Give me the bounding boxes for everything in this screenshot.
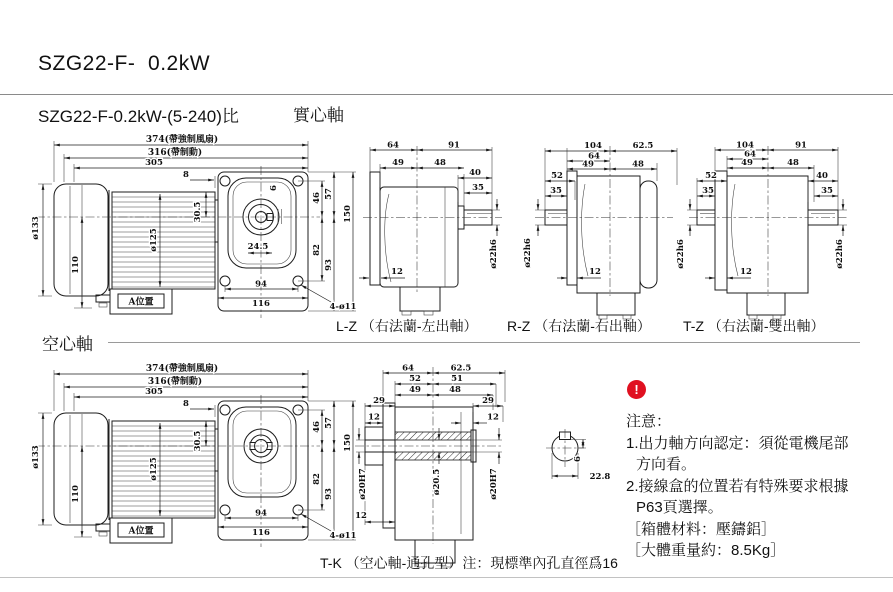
dim-82: 82 (312, 473, 322, 485)
dim-316: 316(帶制動) (147, 148, 203, 158)
dim-51: 51 (451, 374, 463, 384)
dim-52: 52 (551, 171, 563, 181)
hollow-shaft-section-label: 空心軸 (42, 335, 93, 354)
dim-49: 49 (392, 158, 404, 168)
centerlines (535, 146, 673, 296)
notes-line-3: 2.接線盒的位置若有特殊要求根據 (626, 477, 849, 495)
dim-12-left: 12 (368, 412, 380, 423)
dim-30-5: 30.5 (193, 201, 203, 223)
dim-bolt-holes: 4-ø11 (329, 531, 357, 541)
dim-6: 6 (573, 456, 583, 462)
dim-104: 104 (736, 140, 754, 151)
dim-150: 150 (343, 434, 353, 452)
dim-24-5: 24.5 (247, 242, 269, 252)
fan-cover (54, 184, 108, 296)
dim-35: 35 (550, 186, 562, 196)
dim-40: 40 (816, 171, 828, 181)
dim-8: 8 (183, 170, 189, 180)
model-subtitle: SZG22-F-0.2kW-(5-240)比 (38, 107, 239, 126)
notes-line-4: P63頁選擇。 (636, 499, 723, 516)
header-divider (0, 94, 893, 95)
dim-bore-mid: ø20.5 (432, 468, 442, 496)
dim-316: 316(帶制動) (147, 377, 203, 387)
dim-48: 48 (787, 158, 799, 168)
notes-line-2: 方向看。 (636, 456, 697, 473)
dim-8: 8 (183, 399, 189, 409)
rz-view-label: R-Z （右法蘭-右出軸） (507, 318, 651, 334)
footer-divider (0, 577, 893, 578)
dim-116: 116 (252, 299, 270, 309)
dim-48: 48 (449, 385, 461, 395)
dim-91: 91 (795, 140, 807, 151)
side-view-solid-drawing (30, 128, 365, 320)
dim-bore-left: ø20H7 (358, 468, 368, 500)
dim-12: 12 (589, 267, 601, 277)
a-position-label: A位置 (128, 297, 154, 308)
dim-46: 46 (312, 421, 322, 433)
dim-64: 64 (744, 149, 756, 160)
dim-57: 57 (324, 417, 334, 429)
dim-91: 91 (448, 140, 460, 151)
dim-dia125: ø125 (149, 228, 159, 252)
dim-48: 48 (632, 159, 644, 170)
dim-110: 110 (71, 256, 81, 274)
dim-64: 64 (402, 363, 414, 374)
dim-shaft-dia-left: ø22h6 (676, 239, 686, 269)
dim-93: 93 (324, 259, 334, 271)
dim-48: 48 (434, 158, 446, 168)
tk-view-drawing (353, 362, 508, 570)
notes-block (626, 411, 888, 562)
dim-bore-right: ø20H7 (489, 468, 499, 500)
rz-view-drawing (505, 140, 680, 322)
dim-29-left: 29 (373, 396, 385, 406)
dim-64: 64 (588, 151, 600, 162)
dim-29-right: 29 (482, 396, 494, 406)
solid-shaft-section-label: 實心軸 (293, 106, 344, 125)
tk-view-label: T-K （空心軸-通孔型）注：現標準內孔直徑爲16 (320, 555, 618, 571)
dim-dia133: ø133 (31, 445, 41, 469)
hollow-section-divider (108, 342, 860, 343)
dim-116: 116 (252, 528, 270, 538)
gear-housing (370, 172, 492, 315)
dim-49: 49 (741, 158, 753, 168)
gear-housing (365, 403, 476, 567)
notes-title: 注意： (626, 413, 672, 430)
side-view-hollow-drawing (30, 357, 365, 549)
dim-305: 305 (145, 158, 163, 168)
dim-bolt-holes: 4-ø11 (329, 302, 357, 312)
dim-shaft-dia-right: ø22h6 (835, 239, 845, 269)
flange (218, 401, 308, 540)
dim-6: 6 (269, 185, 279, 191)
dim-22-8: 22.8 (589, 472, 611, 482)
dim-94: 94 (255, 508, 267, 519)
notes-material: ［箱體材料：壓鑄鋁］ (626, 520, 777, 538)
dim-12-right: 12 (487, 412, 499, 423)
dim-40: 40 (469, 168, 481, 178)
dim-374: 374(帶強制風扇) (145, 364, 219, 374)
dim-110: 110 (71, 485, 81, 503)
dim-57: 57 (324, 188, 334, 200)
notes-weight: ［大體重量約：8.5Kg］ (626, 542, 786, 559)
terminal-box (96, 518, 172, 543)
gear-housing (697, 171, 838, 319)
centerlines (689, 146, 849, 296)
dim-82: 82 (312, 244, 322, 256)
dim-62-5: 62.5 (632, 141, 654, 151)
dim-35: 35 (472, 183, 484, 193)
dim-150: 150 (343, 205, 353, 223)
tz-view-label: T-Z （右法蘭-雙出軸） (683, 318, 825, 334)
dim-374: 374(帶強制風扇) (145, 135, 219, 145)
dim-46: 46 (312, 192, 322, 204)
dim-52: 52 (705, 171, 717, 181)
dim-30-5: 30.5 (193, 430, 203, 452)
dim-35-right: 35 (821, 186, 833, 196)
dim-12-bottom: 12 (355, 511, 367, 521)
tz-view-drawing (665, 140, 855, 322)
dim-49: 49 (409, 385, 421, 395)
lz-view-label: L-Z （右法蘭-左出軸） (336, 318, 478, 334)
dim-12: 12 (740, 267, 752, 277)
notes-line-1: 1.出力軸方向認定：須從電機尾部 (626, 434, 849, 452)
lz-view-drawing (355, 140, 505, 322)
dim-49: 49 (582, 159, 594, 170)
dim-305: 305 (145, 387, 163, 397)
dimensions (676, 141, 847, 279)
dim-dia133: ø133 (31, 216, 41, 240)
dim-94: 94 (255, 279, 267, 290)
dim-52: 52 (409, 374, 421, 384)
dim-shaft-dia: ø22h6 (523, 238, 533, 268)
dim-dia125: ø125 (149, 457, 159, 481)
page-title: SZG22-F- 0.2kW (38, 52, 211, 75)
dim-104: 104 (584, 141, 602, 151)
alert-icon: ! (627, 380, 646, 399)
dim-35-left: 35 (702, 186, 714, 196)
fan-cover (54, 413, 108, 525)
terminal-box (96, 289, 172, 314)
dim-93: 93 (324, 488, 334, 500)
dim-shaft-dia: ø22h6 (489, 239, 499, 269)
dim-64: 64 (387, 140, 399, 151)
a-position-label: A位置 (128, 526, 154, 537)
dim-12: 12 (391, 267, 403, 277)
dim-62-5: 62.5 (450, 363, 472, 374)
